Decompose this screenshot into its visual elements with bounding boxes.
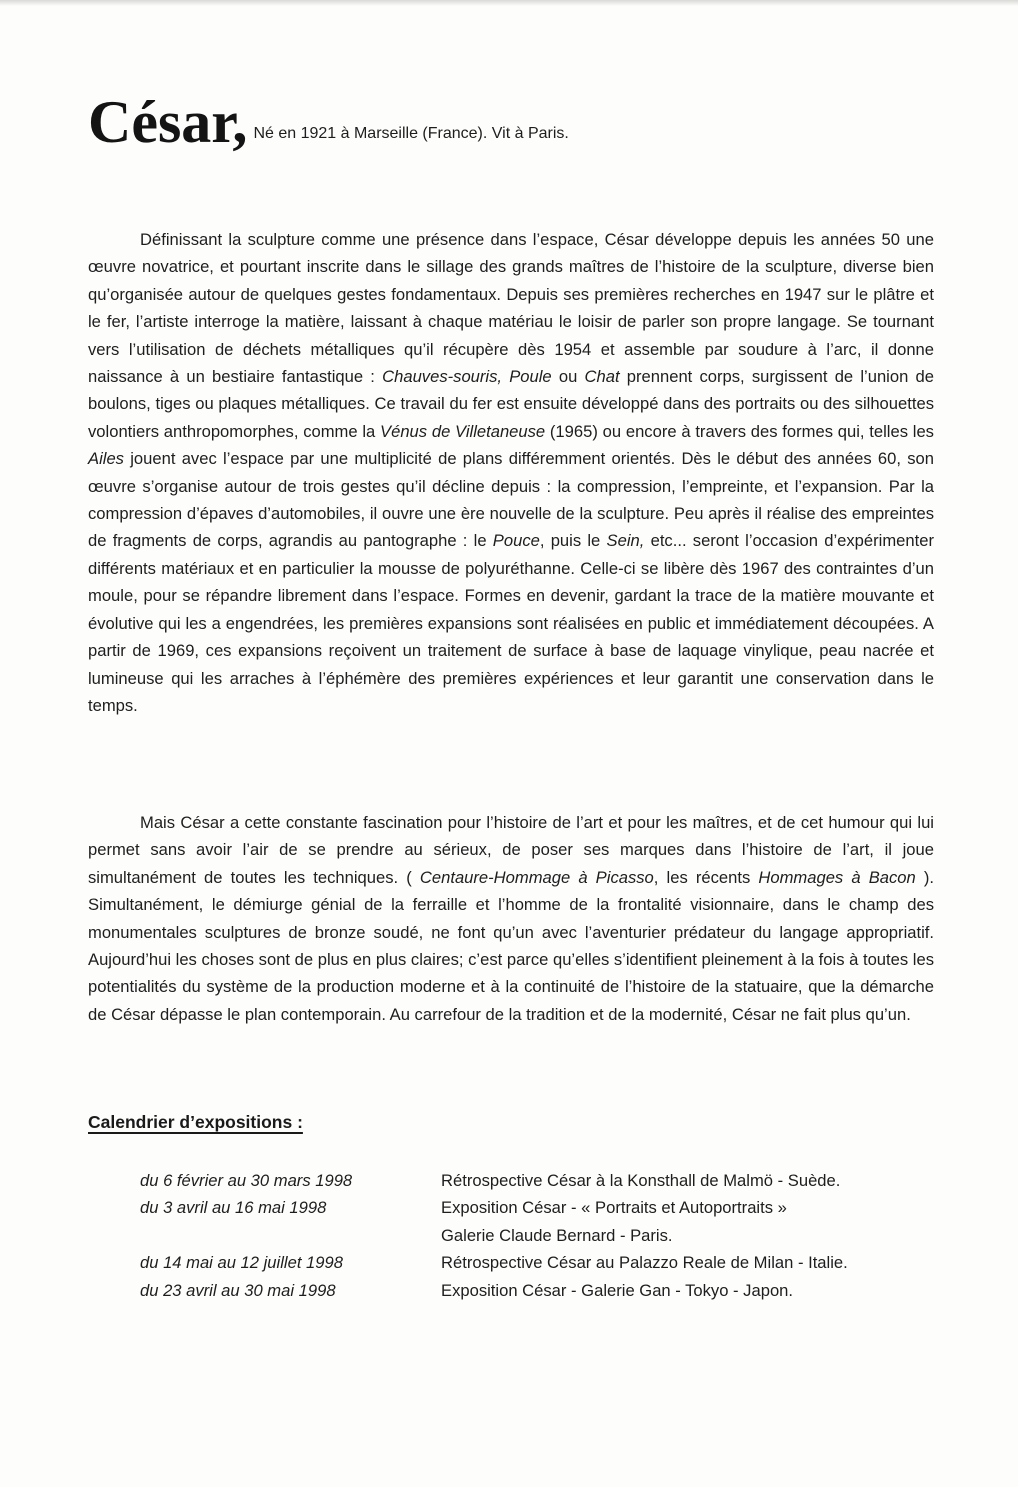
page-top-edge	[0, 0, 1018, 6]
italic-title-run: Chat	[584, 367, 620, 387]
biography-paragraph-1	[88, 226, 934, 719]
text-run: (1965) ou encore à travers des formes qui, telles les	[545, 421, 934, 441]
italic-title-run: Sein,	[606, 531, 645, 551]
calendar-entry-event	[441, 1277, 930, 1304]
calendar-entry-event-line: Rétrospective César à la Konsthall de Malmö - Suède.	[441, 1171, 841, 1190]
artist-header	[88, 89, 569, 155]
calendar-entry	[140, 1167, 930, 1194]
italic-title-run: Chauves-souris, Poule	[382, 367, 552, 387]
text-run: etc... seront l’occasion d’expérimenter différents matériaux et en particulier la mousse de polyuréthanne. Celle-ci se libère dès 1967 des contraintes d’un moule, pour se répandre librement dans l’espace. Formes en devenir, gardant la trace de la matière mouvante et évolutive qui les a engendrées, les premières expansions sont réalisées en public et immédiatement découpées. A partir de 1969, ces expansions reçoivent un traitement de surface à base de laquage vinylique, peau nacrée et lumineuse qui les arraches à l’éphémère des premières expériences et leur garantit une conservation dans le temps.	[88, 531, 934, 715]
text-run: ). Simultanément, le démiurge génial de la ferraille et l’homme de la frontalité visionnaire, dans le champ des monumentales sculptures de bronze soudé, ne font qu’un avec l’aventurier prédateur du langage appropriatif. Aujourd’hui les choses sont de plus en plus claires; c’est parce qu’elles s’identifient pleinement à la fois à toutes les potentialités du système de la production moderne et à la continuité de l’histoire de la statuaire, que la démarche de César dépasse le plan contemporain. Au carrefour de la tradition et de la modernité, César ne fait plus qu’un.	[88, 867, 935, 1024]
artist-birth-info: Né en 1921 à Marseille (France). Vit à Paris.	[253, 125, 569, 142]
calendar-entry	[140, 1249, 930, 1276]
text-run: , les récents	[653, 867, 759, 887]
text-run: Définissant la sculpture comme une présence dans l’espace, César développe depuis les années 50 une œuvre novatrice, et pourtant inscrite dans le sillage des grands maîtres de l’histoire de la sculpture, diverse bien qu’organisée autour de quelques gestes fondamentaux. Depuis ses premières recherches en 1947 sur le plâtre et le fer, l’artiste interroge la matière, laissant à chaque matériau le loisir de parler son propre langage. Se tournant vers l’utilisation de déchets métalliques qu’il récupère dès 1954 et assemble par soudure à l’arc, il donne naissance à un bestiaire fantastique :	[88, 230, 934, 387]
calendar-entry-date: du 3 avril au 16 mai 1998	[140, 1198, 327, 1218]
calendar-title: Calendrier d’expositions :	[88, 1112, 303, 1132]
calendar-entry-event-line: Rétrospective César au Palazzo Reale de Milan - Italie.	[441, 1253, 848, 1273]
text-run: , puis le	[539, 531, 607, 551]
italic-title-run: Vénus de Villetaneuse	[380, 421, 546, 441]
calendar-list	[140, 1167, 930, 1304]
calendar-entry-date: du 6 février au 30 mars 1998	[140, 1171, 353, 1190]
italic-title-run: Pouce	[492, 531, 540, 551]
calendar-entry-event-line: Exposition César - Galerie Gan - Tokyo - Japon.	[441, 1280, 794, 1300]
calendar-entry-event	[441, 1249, 930, 1276]
italic-title-run: Ailes	[88, 449, 124, 469]
text-run: ou	[551, 367, 585, 387]
text-run: prennent corps, surgissent de l’union de boulons, tiges ou plaques métalliques. Ce travail du fer est ensuite développé dans des portraits ou des silhouettes volontiers anthropomorphes, comme la	[88, 367, 934, 441]
calendar-entry-event-line: Galerie Claude Bernard - Paris.	[441, 1225, 673, 1245]
text-run: Mais César a cette constante fascination pour l’histoire de l’art et pour les maîtres, et de cet humour qui lui permet sans avoir l’air de se prendre au sérieux, de poser ses marques dans l’histoire de l’art, il joue simultanément de toutes les techniques. (	[88, 813, 934, 887]
italic-title-run: Hommages à Bacon	[758, 867, 916, 887]
calendar-entry-event	[441, 1167, 930, 1194]
calendar-entry	[140, 1194, 930, 1249]
calendar-entry-date: du 23 avril au 30 mai 1998	[140, 1280, 336, 1300]
italic-title-run: Centaure-Hommage à Picasso	[419, 867, 654, 887]
artist-name: César,	[88, 89, 248, 155]
text-run: jouent avec l’espace par une multiplicité de plans différemment orientés. Dès le début des années 60, son œuvre s’organise autour de trois gestes qu’il décline depuis : la compression, l’empreinte, et l’expansion. Par la compression d’épaves d’automobiles, il ouvre une ère nouvelle de la sculpture. Peu après il réalise des empreintes de fragments de corps, agrandis au pantographe : le	[88, 449, 934, 551]
calendar-entry-event-line: Exposition César - « Portraits et Autoportraits »	[441, 1198, 787, 1218]
biography-paragraph-2	[88, 809, 934, 1028]
calendar-entry-date: du 14 mai au 12 juillet 1998	[140, 1253, 343, 1273]
calendar-entry	[140, 1277, 930, 1304]
calendar-entry-event	[441, 1194, 930, 1249]
